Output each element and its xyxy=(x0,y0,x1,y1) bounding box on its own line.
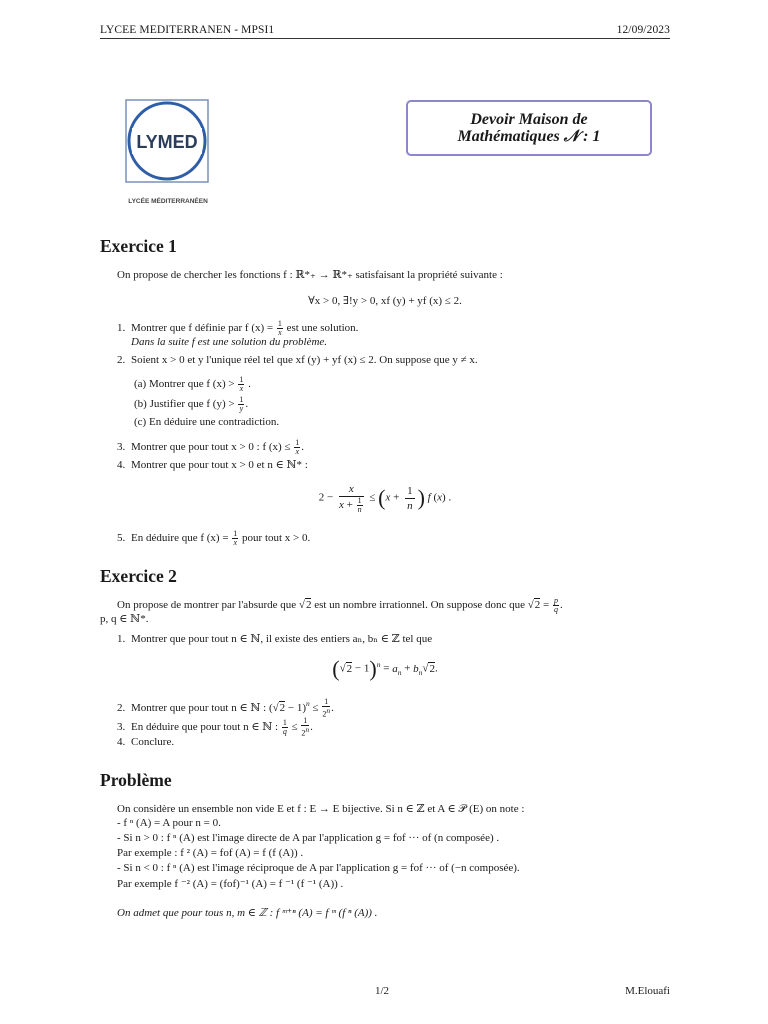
prob-line5: - Si n < 0 : f ⁿ (A) est l'image réciproque de A par l'application g = fof ··· of (−n composée). xyxy=(117,862,520,874)
ex1-q1-note: Dans la suite f est une solution du problème. xyxy=(131,336,328,348)
title-box xyxy=(406,100,652,156)
ex1-q2a: (a) Montrer que f (x) > $\frac{1}{x}$ . xyxy=(134,375,251,393)
ex1-q3: 3. Montrer que pour tout x > 0 : f (x) ≤ $\frac{1}{x}$ . xyxy=(117,438,304,456)
ex1-q2b: (b) Justifier que f (y) > $\frac{1}{y}$ . xyxy=(134,395,249,413)
title-line1: Devoir Maison de xyxy=(470,111,588,128)
ex2-q1-display: $(√2 - 1)^n = a_n + b_n√2$. xyxy=(332,656,438,681)
prob-line7: On admet que pour tous n, m ∈ ℤ : f ᵐ⁺ⁿ (A) = f ᵐ (f ⁿ (A)) . xyxy=(117,907,378,919)
ex2-q2: 2. Montrer que pour tout n ∈ ℕ : $(√2 - 1)^n$ ≤ $\frac{1}{2^n}$ . xyxy=(117,697,334,719)
prob-line3: - Si n > 0 : f ⁿ (A) est l'image directe de A par l'application g = fof ··· of (n composée) . xyxy=(117,832,500,844)
ex1-intro: On propose de chercher les fonctions f : ℝ*₊ → ℝ*₊ satisfaisant la propriété suivante : xyxy=(117,269,503,281)
ex2-q1: 1. Montrer que pour tout n ∈ ℕ, il existe des entiers aₙ, bₙ ∈ ℤ tel que xyxy=(117,633,433,645)
ex2-q4: 4. Conclure. xyxy=(117,736,175,748)
ex1-q5: 5. En déduire que f (x) = $\frac{1}{x}$ pour tout x > 0. xyxy=(117,529,311,547)
logo-text: LYMED xyxy=(136,132,198,152)
ex1-q2c: (c) En déduire une contradiction. xyxy=(134,416,280,428)
lymed-logo xyxy=(124,98,210,184)
header-rule xyxy=(100,38,670,39)
ex1-q1: 1. Montrer que f définie par f (x) = $\frac{1}{x}$ est une solution. xyxy=(117,319,359,337)
header-date: 12/09/2023 xyxy=(616,24,670,36)
prob-line6: Par exemple f ⁻² (A) = (fof)⁻¹ (A) = f ⁻¹ (f ⁻¹ (A)) . xyxy=(117,878,344,890)
ex1-q4-display: 2 − x x + $\frac{1}{n}$ ≤ (x + $\frac{1}{n}$ ) f (x) . xyxy=(318,483,452,514)
logo-caption: LYCÉE MÉDITERRANÉEN xyxy=(128,198,208,205)
footer-page: 1/2 xyxy=(375,985,390,997)
prob-line2: - f ⁿ (A) = A pour n = 0. xyxy=(117,817,221,829)
ex1-q2: 2. Soient x > 0 et y l'unique réel tel que xf (y) + yf (x) ≤ 2. On suppose que y ≠ x. xyxy=(117,354,478,366)
ex1-display: ∀x > 0, ∃!y > 0, xf (y) + yf (x) ≤ 2. xyxy=(308,295,462,307)
ex1-q4: 4. Montrer que pour tout x > 0 et n ∈ ℕ* : xyxy=(117,459,308,471)
ex2-intro-cont: p, q ∈ ℕ*. xyxy=(100,613,149,625)
ex2-intro: On propose de montrer par l'absurde que √2 est un nombre irrationnel. On suppose donc que √2 = $\frac{p}{q}$ . xyxy=(117,596,563,614)
prob-line4: Par exemple : f ² (A) = fof (A) = f (f (A)) . xyxy=(117,847,304,859)
exercise1-heading: Exercice 1 xyxy=(100,236,177,256)
problem-heading: Problème xyxy=(100,770,172,790)
prob-line1: On considère un ensemble non vide E et f : E → E bijective. Si n ∈ ℤ et A ∈ 𝒫 (E) on note : xyxy=(117,803,525,815)
footer-author: M.Elouafi xyxy=(625,985,670,997)
ex2-q3: 3. En déduire que pour tout n ∈ ℕ : $\frac{1}{q}$ ≤ $\frac{1}{2^n}$ . xyxy=(117,716,313,738)
title-line2: Mathématiques 𝒩 : 1 xyxy=(457,128,601,145)
exercise2-heading: Exercice 2 xyxy=(100,566,177,586)
header-school: LYCEE MEDITERRANEN - MPSI1 xyxy=(100,24,275,36)
